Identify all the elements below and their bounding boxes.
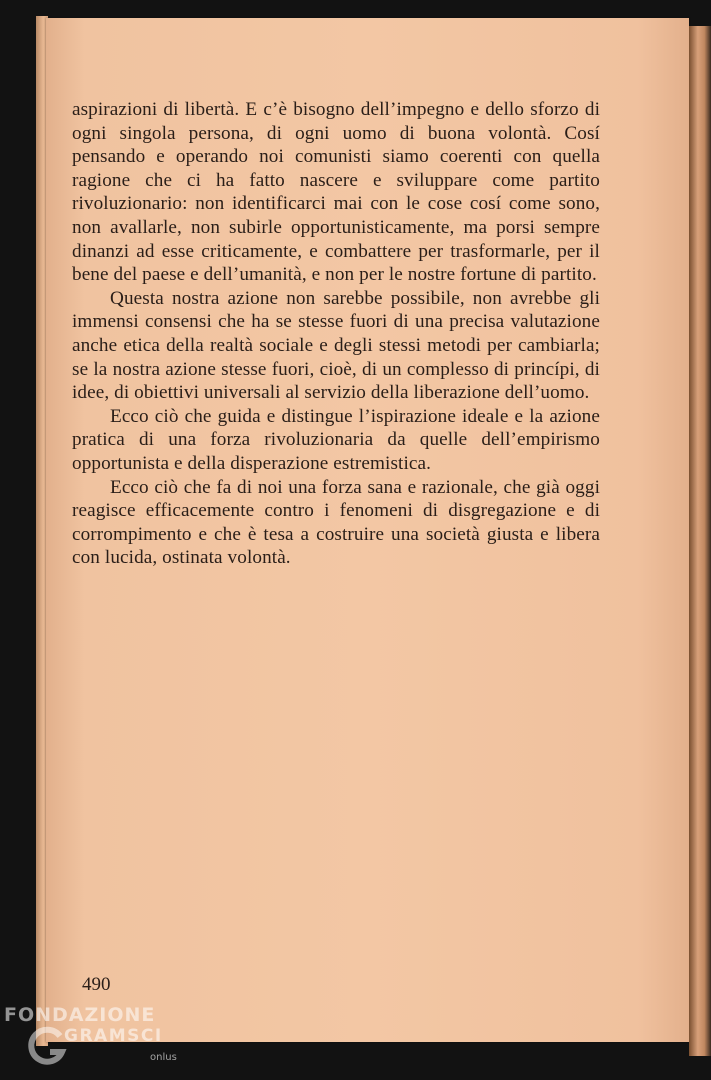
- watermark-line2: GRAMSCI: [64, 1026, 163, 1046]
- paragraph-4: Ecco ciò che fa di noi una forza sana e razionale, che già oggi reagisce efficacemente contro i fenomeni di disgregazione e di corrompimento e che è tesa a costruire una società giusta e libera con lucida, ostinata volontà.: [72, 476, 600, 569]
- book-spine: [689, 26, 711, 1056]
- paragraph-1: aspirazioni di libertà. E c’è bisogno dell’impegno e dello sforzo di ogni singola persona, di ogni uomo di buona volontà. Cosí pensando e operando noi comunisti siamo coerenti con quella ragione che ci ha fatto nascere e sviluppare come partito rivoluzionario: non identificarci mai con le cose cosí come sono, non avallarle, non subirle opportunisticamente, ma porsi sempre dinanzi ad esse criticamente, e combattere per trasformarle, per il bene del paese e dell’umanità, e non per le nostre fortune di partito.: [72, 99, 600, 286]
- page-number: 490: [82, 974, 111, 995]
- watermark-line1: FONDAZIONE: [4, 1004, 156, 1026]
- fondazione-gramsci-watermark: [4, 998, 204, 1078]
- watermark-onlus: onlus: [150, 1052, 177, 1063]
- body-text: [72, 98, 600, 570]
- paragraph-3: Ecco ciò che guida e distingue l’ispirazione ideale e la azione pratica di una forza rivoluzionaria da quelle dell’empirismo opportunista e della disperazione estremistica.: [72, 405, 600, 474]
- paragraph-2: Questa nostra azione non sarebbe possibile, non avrebbe gli immensi consensi che ha se stesse fuori di una precisa valutazione anche etica della realtà sociale e degli stessi metodi per cambiarla; se la nostra azione stesse fuori, cioè, di un complesso di princípi, di idee, di obiettivi universali al servizio della liberazione dell’uomo.: [72, 287, 600, 404]
